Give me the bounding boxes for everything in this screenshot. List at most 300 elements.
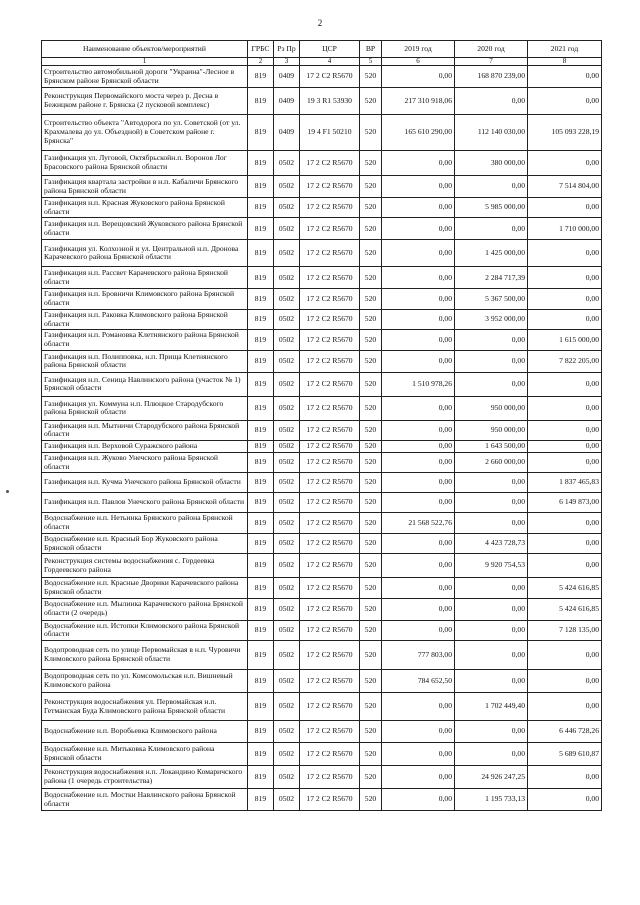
row-vr: 520 — [360, 493, 382, 513]
row-csr: 17 2 C2 R5670 — [300, 420, 360, 440]
row-rz-pr: 0502 — [274, 670, 300, 693]
row-vr: 520 — [360, 267, 382, 289]
row-2021: 0,00 — [528, 766, 602, 789]
table-row — [42, 330, 602, 350]
row-rz-pr: 0409 — [274, 88, 300, 115]
row-name: Водоснабжение н.п. Мостки Навлинского района Брянской области — [42, 789, 248, 811]
row-csr: 17 2 C2 R5670 — [300, 330, 360, 350]
row-2019: 0,00 — [382, 721, 455, 743]
row-vr: 520 — [360, 66, 382, 88]
index-cell: 8 — [528, 58, 602, 66]
row-grbs: 819 — [248, 554, 274, 578]
page-number: 2 — [317, 18, 323, 28]
row-grbs: 819 — [248, 641, 274, 670]
row-csr: 17 2 C2 R5670 — [300, 693, 360, 721]
row-grbs: 819 — [248, 578, 274, 598]
row-2019: 0,00 — [382, 176, 455, 198]
row-rz-pr: 0502 — [274, 198, 300, 218]
row-2019: 0,00 — [382, 452, 455, 472]
row-vr: 520 — [360, 641, 382, 670]
row-name: Газификация н.п. Верещовский Жуковского района Брянской области — [42, 218, 248, 240]
row-2021: 5 424 616,85 — [528, 598, 602, 620]
row-2019: 0,00 — [382, 693, 455, 721]
row-2021: 0,00 — [528, 88, 602, 115]
row-name: Водоснабжение н.п. Красные Дворики Карачевского района Брянской области — [42, 578, 248, 598]
row-grbs: 819 — [248, 88, 274, 115]
row-rz-pr: 0502 — [274, 554, 300, 578]
row-vr: 520 — [360, 396, 382, 420]
row-name: Газификация н.п. Сеница Навлинского района (участок № 1) Брянской области — [42, 372, 248, 396]
row-2019: 784 652,50 — [382, 670, 455, 693]
row-2021: 0,00 — [528, 309, 602, 329]
table-row — [42, 151, 602, 176]
row-2020: 0,00 — [455, 670, 528, 693]
row-2020: 0,00 — [455, 372, 528, 396]
row-2020: 950 000,00 — [455, 420, 528, 440]
row-vr: 520 — [360, 693, 382, 721]
row-2020: 0,00 — [455, 176, 528, 198]
row-name: Газификация ул. Коммуна н.п. Плюцкое Стародубского района Брянской области — [42, 396, 248, 420]
row-grbs: 819 — [248, 670, 274, 693]
row-2019: 0,00 — [382, 533, 455, 553]
row-2021: 0,00 — [528, 267, 602, 289]
row-vr: 520 — [360, 88, 382, 115]
row-rz-pr: 0502 — [274, 721, 300, 743]
table-row — [42, 578, 602, 598]
row-vr: 520 — [360, 151, 382, 176]
row-csr: 17 2 C2 R5670 — [300, 198, 360, 218]
table-row — [42, 473, 602, 493]
row-name: Газификация н.п. Раковка Климовского района Брянской области — [42, 309, 248, 329]
table-row — [42, 396, 602, 420]
row-2019: 0,00 — [382, 330, 455, 350]
row-grbs: 819 — [248, 330, 274, 350]
row-2021: 5 424 616,85 — [528, 578, 602, 598]
row-csr: 17 2 C2 R5670 — [300, 372, 360, 396]
table-row — [42, 598, 602, 620]
row-name: Газификация н.п. Красная Жуковского района Брянской области — [42, 198, 248, 218]
row-csr: 17 2 C2 R5670 — [300, 267, 360, 289]
row-rz-pr: 0502 — [274, 452, 300, 472]
row-rz-pr: 0502 — [274, 372, 300, 396]
row-2019: 777 803,00 — [382, 641, 455, 670]
row-2020: 0,00 — [455, 598, 528, 620]
row-name: Газификация квартала застройки в н.п. Кабаличи Брянского района Брянской области — [42, 176, 248, 198]
row-2021: 0,00 — [528, 289, 602, 309]
table-row — [42, 115, 602, 151]
row-csr: 17 2 C2 R5670 — [300, 620, 360, 640]
header-vr: ВР — [360, 41, 382, 58]
row-2021: 0,00 — [528, 198, 602, 218]
row-2019: 1 510 978,26 — [382, 372, 455, 396]
row-2021: 1 837 465,83 — [528, 473, 602, 493]
table-row — [42, 218, 602, 240]
table-row — [42, 350, 602, 372]
row-2021: 0,00 — [528, 670, 602, 693]
row-csr: 17 2 C2 R5670 — [300, 789, 360, 811]
row-2019: 0,00 — [382, 420, 455, 440]
row-2021: 1 710 000,00 — [528, 218, 602, 240]
table-row — [42, 66, 602, 88]
row-grbs: 819 — [248, 693, 274, 721]
row-2019: 0,00 — [382, 198, 455, 218]
row-rz-pr: 0502 — [274, 240, 300, 267]
row-name: Водоснабжение н.п. Истопки Климовского района Брянской области — [42, 620, 248, 640]
table-row — [42, 267, 602, 289]
row-2020: 0,00 — [455, 721, 528, 743]
row-vr: 520 — [360, 309, 382, 329]
row-2021: 1 615 000,00 — [528, 330, 602, 350]
row-vr: 520 — [360, 330, 382, 350]
row-name: Реконструкция водоснабжения н.п. Локандино Комаричского района (1 очередь строительства) — [42, 766, 248, 789]
row-csr: 17 2 C2 R5670 — [300, 533, 360, 553]
row-2019: 0,00 — [382, 620, 455, 640]
row-grbs: 819 — [248, 420, 274, 440]
row-2019: 0,00 — [382, 350, 455, 372]
row-2019: 0,00 — [382, 766, 455, 789]
row-rz-pr: 0502 — [274, 350, 300, 372]
row-2019: 0,00 — [382, 598, 455, 620]
row-2020: 0,00 — [455, 620, 528, 640]
row-grbs: 819 — [248, 473, 274, 493]
row-2019: 0,00 — [382, 441, 455, 453]
row-csr: 17 2 C2 R5670 — [300, 441, 360, 453]
row-name: Газификация н.п. Павлов Унечского района Брянской области — [42, 493, 248, 513]
row-name: Строительство автомобильной дороги "Украина"-Лесное в Брянском районе Брянской области — [42, 66, 248, 88]
table-row — [42, 743, 602, 766]
row-2021: 0,00 — [528, 452, 602, 472]
row-rz-pr: 0502 — [274, 743, 300, 766]
table-row — [42, 533, 602, 553]
row-2019: 0,00 — [382, 554, 455, 578]
row-rz-pr: 0502 — [274, 420, 300, 440]
row-2020: 0,00 — [455, 493, 528, 513]
row-name: Водоснабжение н.п. Нетьинка Брянского района Брянской области — [42, 513, 248, 533]
row-rz-pr: 0502 — [274, 309, 300, 329]
row-rz-pr: 0502 — [274, 151, 300, 176]
row-csr: 17 2 C2 R5670 — [300, 66, 360, 88]
row-rz-pr: 0502 — [274, 493, 300, 513]
row-vr: 520 — [360, 452, 382, 472]
row-vr: 520 — [360, 721, 382, 743]
row-2021: 0,00 — [528, 693, 602, 721]
row-rz-pr: 0502 — [274, 473, 300, 493]
index-cell: 3 — [274, 58, 300, 66]
row-2019: 217 310 918,06 — [382, 88, 455, 115]
row-rz-pr: 0502 — [274, 513, 300, 533]
row-rz-pr: 0502 — [274, 176, 300, 198]
header-2020: 2020 год — [455, 41, 528, 58]
header-csr: ЦСР — [300, 41, 360, 58]
row-2019: 0,00 — [382, 493, 455, 513]
row-grbs: 819 — [248, 309, 274, 329]
row-2020: 5 985 000,00 — [455, 198, 528, 218]
index-cell: 4 — [300, 58, 360, 66]
row-name: Водоснабжение н.п. Воробьевка Климовского района — [42, 721, 248, 743]
row-csr: 17 2 C2 R5670 — [300, 473, 360, 493]
row-csr: 17 2 C2 R5670 — [300, 721, 360, 743]
row-2020: 4 423 728,73 — [455, 533, 528, 553]
row-name: Газификация ул. Колхозной и ул. Центральной н.п. Дронова Карачевского района Брянской области — [42, 240, 248, 267]
row-name: Водоснабжение н.п. Митьковка Климовского района Брянской области — [42, 743, 248, 766]
row-name: Реконструкция Первомайского моста через р. Десна в Бежицком районе г. Брянска (2 пусковой комплекс) — [42, 88, 248, 115]
table-row — [42, 670, 602, 693]
row-2020: 3 952 000,00 — [455, 309, 528, 329]
row-rz-pr: 0502 — [274, 396, 300, 420]
row-2021: 0,00 — [528, 372, 602, 396]
row-csr: 17 2 C2 R5670 — [300, 350, 360, 372]
row-grbs: 819 — [248, 721, 274, 743]
row-2020: 0,00 — [455, 513, 528, 533]
row-name: Газификация н.п. Романовка Клетнянского района Брянской области — [42, 330, 248, 350]
row-grbs: 819 — [248, 66, 274, 88]
row-2019: 0,00 — [382, 218, 455, 240]
row-vr: 520 — [360, 372, 382, 396]
row-2021: 0,00 — [528, 554, 602, 578]
table-row — [42, 420, 602, 440]
row-vr: 520 — [360, 789, 382, 811]
row-2020: 24 926 247,25 — [455, 766, 528, 789]
row-csr: 17 2 C2 R5670 — [300, 743, 360, 766]
row-name: Газификация н.п. Полипповка, н.п. Прища Клетнянского района Брянской области — [42, 350, 248, 372]
row-2021: 7 514 804,00 — [528, 176, 602, 198]
row-vr: 520 — [360, 578, 382, 598]
row-grbs: 819 — [248, 789, 274, 811]
row-2020: 0,00 — [455, 578, 528, 598]
row-name: Газификация н.п. Бровничи Климовского района Брянской области — [42, 289, 248, 309]
row-rz-pr: 0502 — [274, 441, 300, 453]
row-grbs: 819 — [248, 396, 274, 420]
row-grbs: 819 — [248, 441, 274, 453]
row-2020: 0,00 — [455, 473, 528, 493]
row-csr: 17 2 C2 R5670 — [300, 766, 360, 789]
row-2020: 2 660 000,00 — [455, 452, 528, 472]
table-header — [42, 41, 602, 66]
table-row — [42, 441, 602, 453]
row-csr: 17 2 C2 R5670 — [300, 670, 360, 693]
row-vr: 520 — [360, 176, 382, 198]
row-2021: 0,00 — [528, 789, 602, 811]
row-csr: 17 2 C2 R5670 — [300, 176, 360, 198]
row-2020: 9 920 754,53 — [455, 554, 528, 578]
row-2020: 1 702 449,40 — [455, 693, 528, 721]
row-vr: 520 — [360, 620, 382, 640]
row-2019: 0,00 — [382, 578, 455, 598]
row-grbs: 819 — [248, 267, 274, 289]
row-2021: 0,00 — [528, 151, 602, 176]
row-grbs: 819 — [248, 743, 274, 766]
row-name: Водоснабжение н.п. Красный Бор Жуковского района Брянской области — [42, 533, 248, 553]
row-2021: 105 093 228,19 — [528, 115, 602, 151]
row-csr: 17 2 C2 R5670 — [300, 641, 360, 670]
row-2020: 0,00 — [455, 350, 528, 372]
row-rz-pr: 0409 — [274, 66, 300, 88]
row-2020: 1 195 733,13 — [455, 789, 528, 811]
row-2019: 0,00 — [382, 151, 455, 176]
row-2019: 0,00 — [382, 309, 455, 329]
row-name: Водопроводная сеть по улице Первомайская в н.п. Чуровичи Климовского района Брянской области — [42, 641, 248, 670]
row-vr: 520 — [360, 218, 382, 240]
row-2020: 1 425 000,00 — [455, 240, 528, 267]
index-cell: 5 — [360, 58, 382, 66]
row-vr: 520 — [360, 513, 382, 533]
index-cell: 2 — [248, 58, 274, 66]
row-grbs: 819 — [248, 766, 274, 789]
row-rz-pr: 0502 — [274, 533, 300, 553]
header-2021: 2021 год — [528, 41, 602, 58]
row-csr: 17 2 C2 R5670 — [300, 554, 360, 578]
row-2021: 7 128 135,00 — [528, 620, 602, 640]
row-name: Водоснабжение н.п. Мылинка Карачевского района Брянской области (2 очередь) — [42, 598, 248, 620]
row-name: Газификация н.п. Кучма Унечского района Брянской области — [42, 473, 248, 493]
header-grbs: ГРБС — [248, 41, 274, 58]
row-vr: 520 — [360, 598, 382, 620]
header-2019: 2019 год — [382, 41, 455, 58]
row-2019: 21 568 522,76 — [382, 513, 455, 533]
row-vr: 520 — [360, 240, 382, 267]
table-row — [42, 513, 602, 533]
index-cell: 7 — [455, 58, 528, 66]
table-row — [42, 309, 602, 329]
row-grbs: 819 — [248, 350, 274, 372]
table-row — [42, 789, 602, 811]
row-2021: 0,00 — [528, 641, 602, 670]
table-row — [42, 766, 602, 789]
row-name: Газификация н.п. Жуково Унечского района Брянской области — [42, 452, 248, 472]
row-2019: 0,00 — [382, 66, 455, 88]
table-row — [42, 452, 602, 472]
row-vr: 520 — [360, 350, 382, 372]
table-row — [42, 240, 602, 267]
row-csr: 17 2 C2 R5670 — [300, 218, 360, 240]
row-2019: 0,00 — [382, 396, 455, 420]
row-csr: 17 2 C2 R5670 — [300, 493, 360, 513]
row-2020: 0,00 — [455, 330, 528, 350]
row-name: Реконструкция водоснабжения ул. Первомайская н.п. Гетманская Буда Климовского района Брянской области — [42, 693, 248, 721]
row-csr: 17 2 C2 R5670 — [300, 396, 360, 420]
row-2021: 7 822 205,00 — [528, 350, 602, 372]
index-cell: 1 — [42, 58, 248, 66]
row-2020: 0,00 — [455, 88, 528, 115]
header-rz-pr: Рз Пр — [274, 41, 300, 58]
row-2020: 0,00 — [455, 641, 528, 670]
table-row — [42, 693, 602, 721]
row-2020: 2 284 717,39 — [455, 267, 528, 289]
row-2021: 0,00 — [528, 66, 602, 88]
table-row — [42, 554, 602, 578]
row-rz-pr: 0502 — [274, 218, 300, 240]
row-name: Газификация н.п. Рассвет Карачевского района Брянской области — [42, 267, 248, 289]
row-2020: 380 000,00 — [455, 151, 528, 176]
row-rz-pr: 0502 — [274, 789, 300, 811]
row-2021: 6 446 728,26 — [528, 721, 602, 743]
row-2019: 0,00 — [382, 789, 455, 811]
table-row — [42, 493, 602, 513]
table-row — [42, 176, 602, 198]
scan-dot — [6, 490, 9, 493]
row-name: Реконструкция системы водоснабжения с. Гордеевка Гордеевского района — [42, 554, 248, 578]
table-row — [42, 641, 602, 670]
row-csr: 19 3 R1 53930 — [300, 88, 360, 115]
row-name: Газификация ул. Луговой, Октябрьскойн.п. Воронов Лог Брасовского района Брянской области — [42, 151, 248, 176]
row-grbs: 819 — [248, 620, 274, 640]
row-rz-pr: 0502 — [274, 289, 300, 309]
row-2021: 0,00 — [528, 240, 602, 267]
row-2019: 0,00 — [382, 473, 455, 493]
table-row — [42, 88, 602, 115]
row-2020: 950 000,00 — [455, 396, 528, 420]
row-csr: 17 2 C2 R5670 — [300, 598, 360, 620]
row-2019: 0,00 — [382, 240, 455, 267]
row-vr: 520 — [360, 420, 382, 440]
row-grbs: 819 — [248, 115, 274, 151]
row-grbs: 819 — [248, 198, 274, 218]
row-vr: 520 — [360, 766, 382, 789]
row-rz-pr: 0502 — [274, 578, 300, 598]
row-vr: 520 — [360, 743, 382, 766]
row-vr: 520 — [360, 198, 382, 218]
row-grbs: 819 — [248, 176, 274, 198]
table-row — [42, 372, 602, 396]
table-row — [42, 198, 602, 218]
row-grbs: 819 — [248, 372, 274, 396]
row-2021: 5 689 610,87 — [528, 743, 602, 766]
row-grbs: 819 — [248, 151, 274, 176]
row-rz-pr: 0502 — [274, 330, 300, 350]
row-vr: 520 — [360, 473, 382, 493]
row-vr: 520 — [360, 554, 382, 578]
row-rz-pr: 0409 — [274, 115, 300, 151]
row-2019: 165 610 290,00 — [382, 115, 455, 151]
row-vr: 520 — [360, 670, 382, 693]
row-grbs: 819 — [248, 452, 274, 472]
row-rz-pr: 0502 — [274, 620, 300, 640]
budget-table — [41, 40, 602, 811]
row-csr: 17 2 C2 R5670 — [300, 452, 360, 472]
row-csr: 17 2 C2 R5670 — [300, 289, 360, 309]
row-2021: 0,00 — [528, 396, 602, 420]
row-2019: 0,00 — [382, 743, 455, 766]
row-csr: 17 2 C2 R5670 — [300, 240, 360, 267]
row-grbs: 819 — [248, 289, 274, 309]
row-2021: 0,00 — [528, 513, 602, 533]
row-grbs: 819 — [248, 493, 274, 513]
row-rz-pr: 0502 — [274, 267, 300, 289]
row-vr: 520 — [360, 533, 382, 553]
row-2020: 1 643 500,00 — [455, 441, 528, 453]
row-grbs: 819 — [248, 240, 274, 267]
row-vr: 520 — [360, 441, 382, 453]
index-cell: 6 — [382, 58, 455, 66]
row-2019: 0,00 — [382, 289, 455, 309]
row-name: Водопроводная сеть по ул. Комсомольская н.п. Вишневый Климовского района — [42, 670, 248, 693]
row-2020: 112 140 030,00 — [455, 115, 528, 151]
row-vr: 520 — [360, 289, 382, 309]
row-2021: 0,00 — [528, 533, 602, 553]
row-2020: 0,00 — [455, 218, 528, 240]
row-2020: 0,00 — [455, 743, 528, 766]
row-csr: 19 4 F1 50210 — [300, 115, 360, 151]
row-rz-pr: 0502 — [274, 641, 300, 670]
row-rz-pr: 0502 — [274, 693, 300, 721]
row-name: Газификация н.п. Верховой Суражского района — [42, 441, 248, 453]
row-csr: 17 2 C2 R5670 — [300, 578, 360, 598]
header-name: Наименование объектов/мероприятий — [42, 41, 248, 58]
row-grbs: 819 — [248, 533, 274, 553]
row-2021: 0,00 — [528, 420, 602, 440]
row-2020: 168 870 239,00 — [455, 66, 528, 88]
row-vr: 520 — [360, 115, 382, 151]
